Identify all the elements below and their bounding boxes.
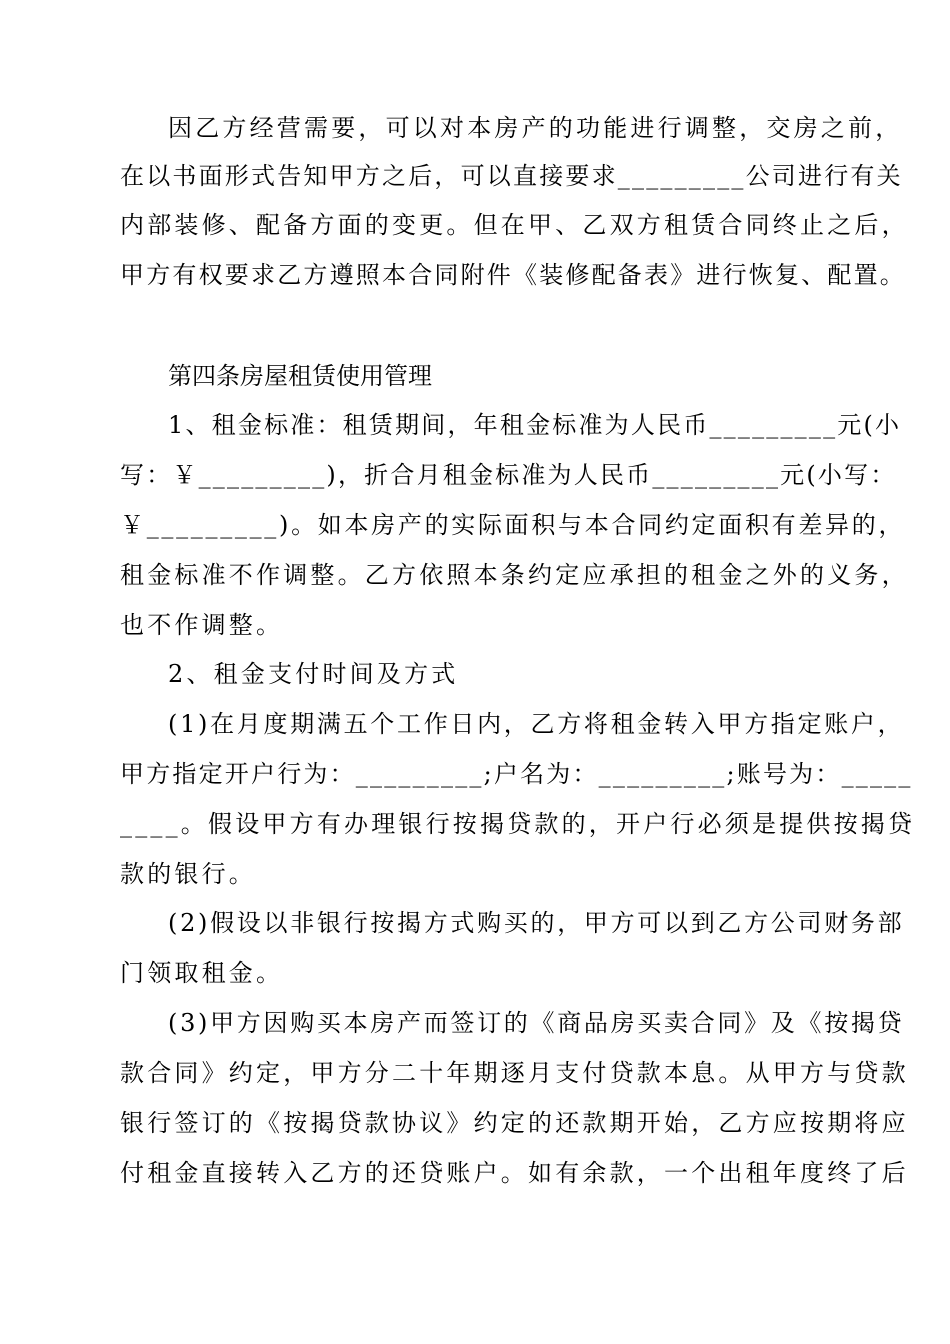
paragraph-line: 甲方指定开户行为：_________;户名为：_________;账号为：_____ <box>120 760 913 788</box>
paragraph-line: (1)在月度期满五个工作日内，乙方将租金转入甲方指定账户， <box>168 710 905 738</box>
paragraph-line: 也不作调整。 <box>120 611 284 639</box>
paragraph-line: 内部装修、配备方面的变更。但在甲、乙双方租赁合同终止之后， <box>120 211 909 239</box>
paragraph-line: 租金标准不作调整。乙方依照本条约定应承担的租金之外的义务， <box>120 561 909 589</box>
paragraph-line: (3)甲方因购买本房产而签订的《商品房买卖合同》及《按揭贷 <box>168 1009 905 1037</box>
paragraph-line: (2)假设以非银行按揭方式购买的，甲方可以到乙方公司财务部 <box>168 909 905 937</box>
paragraph-line: 付租金直接转入乙方的还贷账户。如有余款，一个出租年度终了后 <box>120 1159 909 1187</box>
paragraph-line: 因乙方经营需要，可以对本房产的功能进行调整，交房之前， <box>168 114 903 142</box>
paragraph-line: 银行签订的《按揭贷款协议》约定的还款期开始，乙方应按期将应 <box>120 1109 909 1137</box>
paragraph-line: ￥_________)。如本房产的实际面积与本合同约定面积有差异的， <box>120 511 906 539</box>
paragraph-line: 1、租金标准：租赁期间，年租金标准为人民币_________元(小 <box>168 411 902 439</box>
paragraph-line: 在以书面形式告知甲方之后，可以直接要求_________公司进行有关 <box>120 162 903 190</box>
paragraph-line: 款的银行。 <box>120 860 256 888</box>
paragraph-line: ____。假设甲方有办理银行按揭贷款的，开户行必须是提供按揭贷 <box>120 810 916 838</box>
paragraph-line: 甲方有权要求乙方遵照本合同附件《装修配备表》进行恢复、配置。 <box>120 261 906 289</box>
paragraph-line: 款合同》约定，甲方分二十年期逐月支付贷款本息。从甲方与贷款 <box>120 1059 909 1087</box>
paragraph-line: 门领取租金。 <box>120 959 284 987</box>
section-heading: 第四条房屋租赁使用管理 <box>168 362 432 390</box>
subsection-heading: 2、租金支付时间及方式 <box>168 660 459 688</box>
paragraph-line: 写：￥_________)，折合月租金标准为人民币_________元(小写： <box>120 461 897 489</box>
